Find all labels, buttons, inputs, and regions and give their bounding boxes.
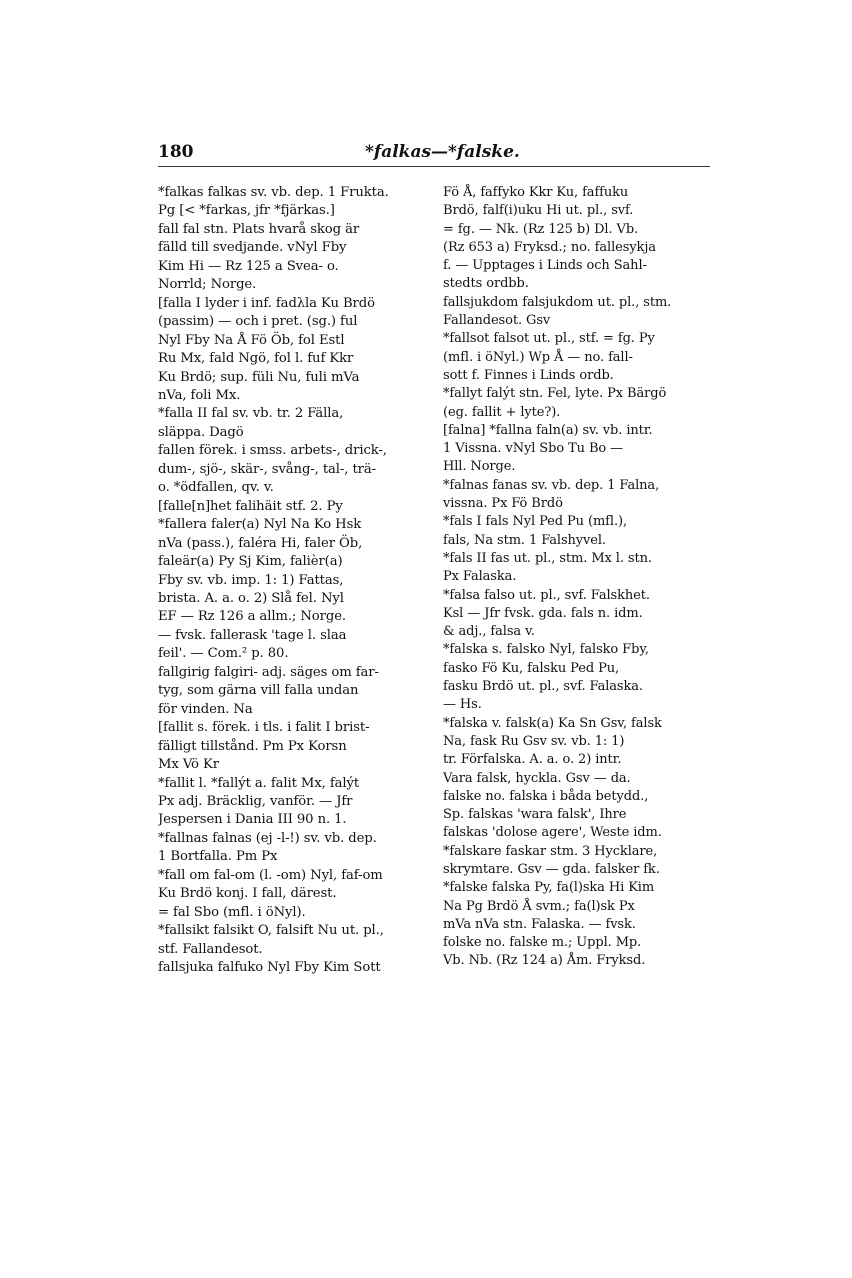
left-column xyxy=(158,184,430,1074)
text-line: 1 Bortfalla. Pm Px xyxy=(158,849,278,865)
text-line: fälligt tillstånd. Pm Px Korsn xyxy=(158,738,347,754)
text-line: fals, Na stm. 1 Falshyvel. xyxy=(443,532,606,548)
text-line: för vinden. Na xyxy=(158,701,253,717)
text-line: fälld till svedjande. vNyl Fby xyxy=(158,240,347,256)
text-line: *falska s. falsko Nyl, falsko Fby, xyxy=(443,642,649,658)
text-line: Na, fask Ru Gsv sv. vb. 1: 1) xyxy=(443,733,625,749)
text-line: nVa, foli Mx. xyxy=(158,387,241,403)
text-line: dum-, sjö-, skär-, svång-, tal-, trä- xyxy=(158,461,376,477)
text-line: (Rz 653 a) Fryksd.; no. fallesykja xyxy=(443,239,656,255)
text-line: [falle[n]het falihäit stf. 2. Py xyxy=(158,498,343,514)
text-line: *fallsikt falsikt O, falsift Nu ut. pl., xyxy=(158,923,384,939)
text-line: fallgirig falgiri- adj. säges om far- xyxy=(158,664,379,680)
text-line: fall fal stn. Plats hvarå skog är xyxy=(158,221,360,237)
text-line: mVa nVa stn. Falaska. — fvsk. xyxy=(443,916,636,932)
text-line: *fallnas falnas (ej -l-!) sv. vb. dep. xyxy=(158,830,377,846)
text-line: *falsa falso ut. pl., svf. Falskhet. xyxy=(443,587,650,603)
text-line: Norrld; Norge. xyxy=(158,277,257,293)
text-line: Nyl Fby Na Å Fö Öb, fol Estl xyxy=(158,332,345,348)
text-line: Vara falsk, hyckla. Gsv — da. xyxy=(443,770,631,786)
text-line: Fallandesot. Gsv xyxy=(443,313,551,329)
text-line: fallen förek. i smss. arbets-, drick-, xyxy=(158,443,387,459)
text-line: falskas 'dolose agere', Weste idm. xyxy=(443,825,662,841)
text-line: släppa. Dagö xyxy=(158,424,244,440)
text-line: folske no. falske m.; Uppl. Mp. xyxy=(443,935,642,951)
text-line: f. — Upptages i Linds och Sahl- xyxy=(443,258,647,274)
text-line: Na Pg Brdö Å svm.; fa(l)sk Px xyxy=(443,898,635,914)
text-line: — Hs. xyxy=(443,697,482,713)
text-line: & adj., falsa v. xyxy=(443,624,535,640)
text-line: feil'. — Com.² p. 80. xyxy=(158,646,289,662)
text-line: stedts ordbb. xyxy=(443,276,529,292)
text-line: Hll. Norge. xyxy=(443,459,516,475)
text-line: (eg. fallit + lyte?). xyxy=(443,404,561,420)
text-line: *falkas falkas sv. vb. dep. 1 Frukta. xyxy=(158,185,389,200)
text-line: Fö Å, faffyko Kkr Ku, faffuku xyxy=(443,185,629,200)
text-line: tr. Förfalska. A. a. o. 2) intr. xyxy=(443,752,622,768)
text-line: Ku Brdö; sup. füli Nu, fuli mVa xyxy=(158,369,360,385)
text-line: *falska v. falsk(a) Ka Sn Gsv, falsk xyxy=(443,715,662,731)
text-line: *fallsot falsot ut. pl., stf. = fg. Py xyxy=(443,331,655,347)
header-rule xyxy=(158,166,710,167)
text-line: Jespersen i Dania III 90 n. 1. xyxy=(158,812,347,828)
text-line: 1 Vissna. vNyl Sbo Tu Bo — xyxy=(443,441,624,457)
text-line: falske no. falska i båda betydd., xyxy=(443,788,649,804)
text-line: *fals II fas ut. pl., stm. Mx l. stn. xyxy=(443,550,652,566)
text-line: skrymtare. Gsv — gda. falsker fk. xyxy=(443,861,660,877)
text-line: nVa (pass.), faléra Hi, faler Öb, xyxy=(158,535,363,551)
text-line: Px Falaska. xyxy=(443,569,517,585)
text-line: *falske falska Py, fa(l)ska Hi Kim xyxy=(443,880,655,896)
text-line: (mfl. i öNyl.) Wp Å — no. fall- xyxy=(443,349,633,365)
text-line: stf. Fallandesot. xyxy=(158,941,263,957)
text-line: (passim) — och i pret. (sg.) ful xyxy=(158,314,358,330)
text-line: fallsjuka falfuko Nyl Fby Kim Sott xyxy=(158,960,381,976)
page-number: 180 xyxy=(158,142,194,162)
text-line: fasko Fö Ku, falsku Ped Pu, xyxy=(443,660,620,676)
text-line: [fallit s. förek. i tls. i falit I brist- xyxy=(158,720,370,736)
text-line: Vb. Nb. (Rz 124 a) Åm. Fryksd. xyxy=(443,953,646,969)
text-line: o. *ödfallen, qv. v. xyxy=(158,480,274,496)
text-line: *falskare faskar stm. 3 Hycklare, xyxy=(443,843,658,859)
text-line: *fall om fal-om (l. -om) Nyl, faf-om xyxy=(158,867,383,883)
text-line: Ku Brdö konj. I fall, därest. xyxy=(158,886,337,902)
running-head: *falkas—*falske. xyxy=(365,142,520,162)
text-line: [falna] *fallna faln(a) sv. vb. intr. xyxy=(443,422,653,438)
text-line: sott f. Finnes i Linds ordb. xyxy=(443,367,614,383)
text-line: Kim Hi — Rz 125 a Svea- o. xyxy=(158,258,339,274)
text-line: tyg, som gärna vill falla undan xyxy=(158,683,359,699)
text-line: *fallyt falýt stn. Fel, lyte. Px Bärgö xyxy=(443,386,667,402)
text-line: fasku Brdö ut. pl., svf. Falaska. xyxy=(443,679,643,695)
text-line: Fby sv. vb. imp. 1: 1) Fattas, xyxy=(158,572,344,588)
text-line: Brdö, falf(i)uku Hi ut. pl., svf. xyxy=(443,203,634,219)
text-line: brista. A. a. o. 2) Slå fel. Nyl xyxy=(158,590,344,606)
text-line: *fallit l. *fallýt a. falit Mx, falýt xyxy=(158,775,360,791)
text-line: Sp. falskas 'wara falsk', Ihre xyxy=(443,807,627,823)
text-line: Px adj. Bräcklig, vanför. — Jfr xyxy=(158,793,353,809)
text-line: *fals I fals Nyl Ped Pu (mfl.), xyxy=(443,514,627,530)
text-line: = fg. — Nk. (Rz 125 b) Dl. Vb. xyxy=(443,221,639,237)
text-line: faleär(a) Py Sj Kim, falièr(a) xyxy=(158,554,343,570)
text-line: vissna. Px Fö Brdö xyxy=(443,496,563,512)
text-line: *falnas fanas sv. vb. dep. 1 Falna, xyxy=(443,477,660,493)
text-line: *falla II fal sv. vb. tr. 2 Fälla, xyxy=(158,406,344,422)
text-line: [falla I lyder i inf. fadλla Ku Brdö xyxy=(158,295,375,311)
text-line: *fallera faler(a) Nyl Na Ko Hsk xyxy=(158,517,362,533)
text-line: fallsjukdom falsjukdom ut. pl., stm. xyxy=(443,294,672,310)
text-line: = fal Sbo (mfl. i öNyl). xyxy=(158,904,306,920)
text-line: — fvsk. fallerask 'tage l. slaa xyxy=(158,627,347,643)
text-line: Pg [< *farkas, jfr *fjärkas.] xyxy=(158,203,335,219)
text-line: Mx Vö Kr xyxy=(158,757,219,773)
text-line: Ru Mx, fald Ngö, fol l. fuf Kkr xyxy=(158,351,354,367)
right-column xyxy=(443,184,715,1074)
text-line: EF — Rz 126 a allm.; Norge. xyxy=(158,609,346,625)
text-line: Ksl — Jfr fvsk. gda. fals n. idm. xyxy=(443,605,643,621)
